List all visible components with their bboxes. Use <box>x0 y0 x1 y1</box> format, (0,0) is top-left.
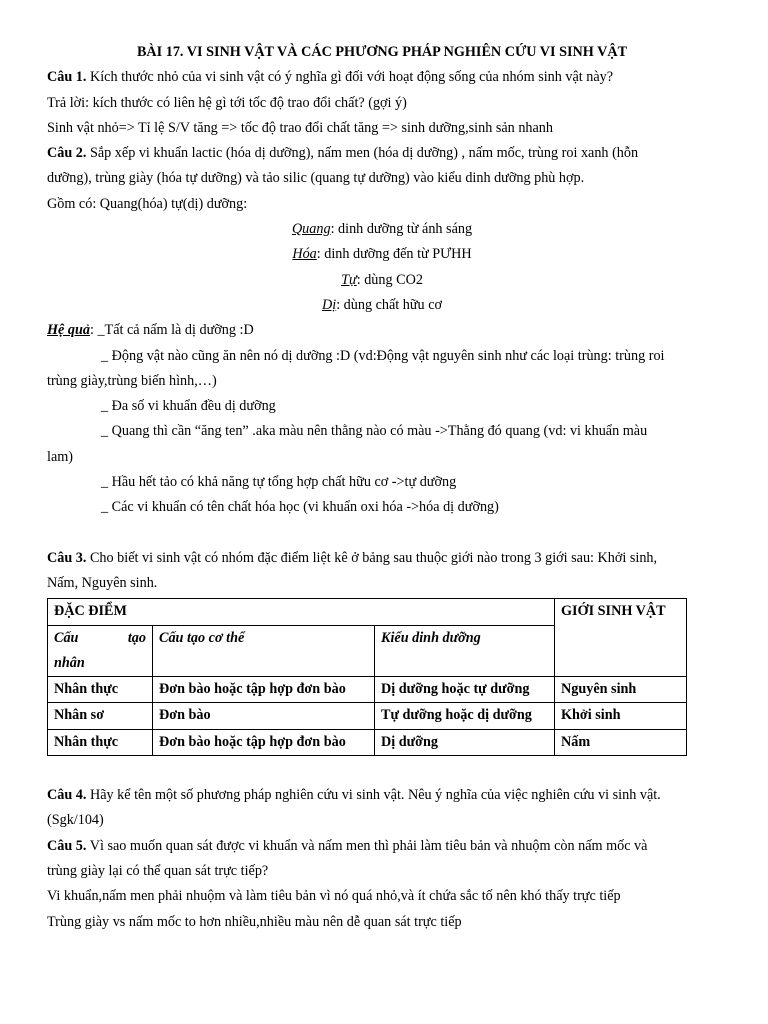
cell-nutrition: Tự dưỡng hoặc dị dưỡng <box>375 703 555 729</box>
def-term: Hóa <box>292 246 317 263</box>
cell-nucleus: Nhân thực <box>48 729 153 755</box>
subheader-nucleus-b: tạo <box>127 629 146 646</box>
q5-label: Câu 5. <box>47 837 87 854</box>
page-title: BÀI 17. VI SINH VẬT VÀ CÁC PHƯƠNG PHÁP NGHIÊN CỨU VI SINH VẬT <box>136 44 628 60</box>
q1-label: Câu 1. <box>47 69 87 86</box>
spacer <box>47 758 717 783</box>
q2-question-line1 <box>47 141 717 166</box>
bullet-2: _ Đa số vi khuẩn đều dị dưỡng <box>101 398 276 415</box>
consequence-first: : _Tất cả nấm là dị dưỡng :D <box>89 322 254 339</box>
q5-question-text1: Vì sao muốn quan sát được vi khuẩn và nấm men thì phải làm tiêu bản và nhuộm còn nấm mốc và <box>86 837 648 854</box>
def-text: : dùng CO2 <box>356 271 423 288</box>
subheader-nutrition: Kiểu dinh dưỡng <box>375 625 555 677</box>
table-row <box>48 703 687 729</box>
bullet-1-line1: _ Động vật nào cũng ăn nên nó dị dưỡng :D (vd:Động vật nguyên sinh như các loại trùng: trùng roi <box>101 347 665 364</box>
bullet-3-line2: lam) <box>47 448 73 465</box>
subheader-body: Cấu tạo cơ thể <box>153 625 375 677</box>
def-term: Quang <box>291 221 331 238</box>
q1-question-text: Kích thước nhỏ của vi sinh vật có ý nghĩa gì đối với hoạt động sống của nhóm sinh vật này? <box>86 69 614 86</box>
q3-question-line2: Nấm, Nguyên sinh. <box>47 574 158 591</box>
q2-question-text1: Sắp xếp vi khuẩn lactic (hóa dị dưỡng), nấm men (hóa dị dưỡng) , nấm mốc, trùng roi xanh (hỗn <box>86 145 639 162</box>
def-term: Dị <box>322 296 337 313</box>
q4-question-line1 <box>47 783 717 808</box>
table-row <box>48 677 687 703</box>
table-row <box>48 729 687 755</box>
q4-question-line2: (Sgk/104) <box>47 812 104 829</box>
consequence-line <box>47 318 717 343</box>
header-kingdom: GIỚI SINH VẬT <box>555 599 687 677</box>
q3-label: Câu 3. <box>47 549 87 566</box>
cell-kingdom: Khởi sinh <box>555 703 687 729</box>
q5-answer-2: Trùng giày vs nấm mốc to hơn nhiều,nhiều màu nên dễ quan sát trực tiếp <box>47 913 462 930</box>
def-tu <box>47 268 717 293</box>
header-features: ĐẶC ĐIỂM <box>48 599 555 625</box>
bullet-1-line2: trùng giày,trùng biến hình,…) <box>47 372 217 389</box>
def-text: : dinh dưỡng đến từ PƯHH <box>316 246 472 263</box>
q2-label: Câu 2. <box>47 145 87 162</box>
q3-question-text1: Cho biết vi sinh vật có nhóm đặc điểm liệt kê ở bảng sau thuộc giới nào trong 3 giới sau: Khởi sinh, <box>86 549 658 566</box>
document <box>47 40 717 935</box>
subheader-nucleus-c: nhân <box>54 654 85 671</box>
q1-question <box>47 65 717 90</box>
cell-kingdom: Nấm <box>555 729 687 755</box>
def-hoa <box>47 242 717 267</box>
subheader-nucleus <box>48 625 153 677</box>
cell-body: Đơn bào hoặc tập hợp đơn bào <box>153 729 375 755</box>
bullet-4: _ Hầu hết tảo có khả năng tự tổng hợp chất hữu cơ ->tự dưỡng <box>101 474 457 491</box>
q5-question-line2: trùng giày lại có thể quan sát trực tiếp? <box>47 862 269 879</box>
q4-label: Câu 4. <box>47 787 87 804</box>
subheader-nucleus-a: Cấu <box>54 629 79 646</box>
q5-question-line1 <box>47 834 717 859</box>
cell-nutrition: Dị dưỡng hoặc tự dưỡng <box>375 677 555 703</box>
consequence-label: Hệ quả <box>47 322 90 339</box>
table-header-row <box>48 599 687 625</box>
bullet-5: _ Các vi khuẩn có tên chất hóa học (vi khuẩn oxi hóa ->hóa dị dưỡng) <box>101 499 499 516</box>
def-term: Tự <box>341 271 357 288</box>
q2-intro: Gồm có: Quang(hóa) tự(dị) dưỡng: <box>47 195 248 212</box>
cell-nucleus: Nhân thực <box>48 677 153 703</box>
cell-body: Đơn bào <box>153 703 375 729</box>
bullet-3-line1: _ Quang thì cần “ăng ten” .aka màu nên thằng nào có màu ->Thằng đó quang (vd: vi khuẩn màu <box>101 423 648 440</box>
def-di <box>47 293 717 318</box>
q4-question-text1: Hãy kể tên một số phương pháp nghiên cứu vi sinh vật. Nêu ý nghĩa của việc nghiên cứu vi sinh vật. <box>86 787 661 804</box>
cell-body: Đơn bào hoặc tập hợp đơn bào <box>153 677 375 703</box>
spacer <box>47 521 717 546</box>
cell-nutrition: Dị dưỡng <box>375 729 555 755</box>
def-quang <box>47 217 717 242</box>
q1-hint: Trả lời: kích thước có liên hệ gì tới tốc độ trao đổi chất? (gợi ý) <box>47 94 407 111</box>
cell-nucleus: Nhân sơ <box>48 703 153 729</box>
q2-question-line2: dưỡng), trùng giày (hóa tự dưỡng) và tảo silic (quang tự dưỡng) vào kiểu dinh dưỡng phù hợp. <box>47 170 585 187</box>
features-table <box>47 598 687 756</box>
q3-question-line1 <box>47 546 717 571</box>
def-text: : dinh dưỡng từ ánh sáng <box>330 221 473 238</box>
cell-kingdom: Nguyên sinh <box>555 677 687 703</box>
def-text: : dùng chất hữu cơ <box>336 296 442 313</box>
q5-answer-1: Vi khuẩn,nấm men phải nhuộm và làm tiêu bản vì nó quá nhỏ,và ít chứa sắc tố nên khó thấy trực tiếp <box>47 888 621 905</box>
q1-answer: Sinh vật nhỏ=> Tỉ lệ S/V tăng => tốc độ trao đổi chất tăng => sinh dưỡng,sinh sản nhanh <box>47 119 553 136</box>
